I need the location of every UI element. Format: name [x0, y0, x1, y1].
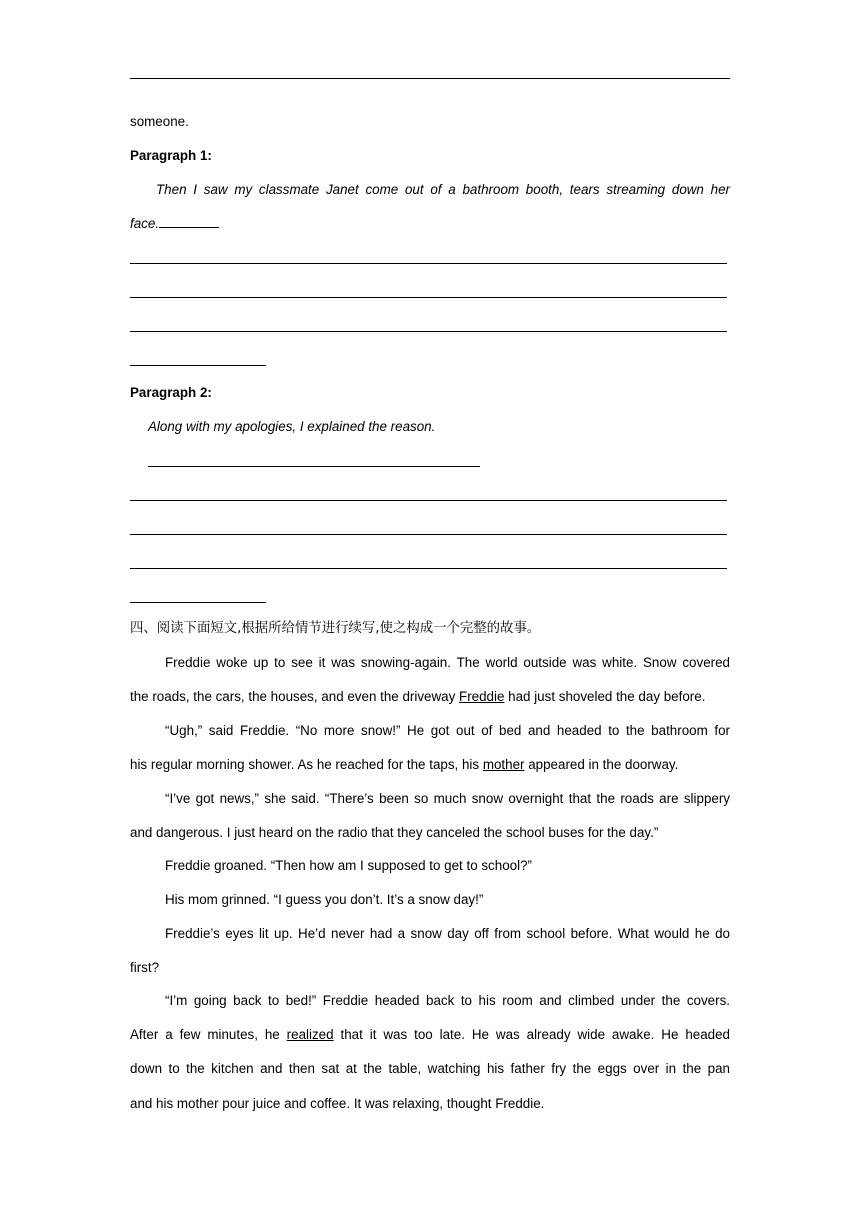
story-line: and his mother pour juice and coffee. It was relaxing, thought Freddie.	[130, 1096, 545, 1111]
story-line: down to the kitchen and then sat at the table, watching his father fry the eggs over in the pan	[130, 1061, 730, 1076]
story-line: His mom grinned. “I guess you don’t. It’s a snow day!”	[165, 892, 484, 907]
paragraph-1-prompt-line-1: Then I saw my classmate Janet come out of a bathroom booth, tears streaming down her	[156, 182, 730, 197]
story-line: Freddie woke up to see it was snowing-again. The world outside was white. Snow covered	[165, 655, 730, 670]
story-text: had just shoveled the day before.	[504, 689, 706, 704]
story-line	[130, 688, 705, 706]
story-text: the roads, the cars, the houses, and even the driveway	[130, 689, 460, 704]
inline-answer-blank	[159, 215, 219, 228]
document-page	[130, 0, 730, 1216]
answer-line	[130, 263, 727, 264]
underlined-word: mother	[482, 757, 525, 772]
story-line: “Ugh,” said Freddie. “No more snow!” He got out of bed and headed to the bathroom for	[165, 723, 730, 738]
paragraph-1-prompt-end: face.	[130, 216, 160, 231]
story-line: and dangerous. I just heard on the radio that they canceled the school buses for the day.”	[130, 825, 659, 840]
story-text: that it was too late. He was already wide awake. He headed	[333, 1027, 731, 1042]
answer-line	[130, 78, 730, 79]
paragraph-2-prompt: Along with my apologies, I explained the reason.	[148, 419, 436, 434]
story-text: his regular morning shower. As he reached for the taps, his	[130, 757, 483, 772]
answer-line	[130, 568, 727, 569]
section-4-instruction: 四、阅读下面短文,根据所给情节进行续写,使之构成一个完整的故事。	[130, 621, 541, 636]
answer-line	[130, 534, 727, 535]
answer-line	[130, 500, 727, 501]
underlined-word: realized	[286, 1027, 334, 1042]
story-line: “I’m going back to bed!” Freddie headed back to his room and climbed under the covers.	[165, 993, 730, 1008]
answer-line	[130, 297, 727, 298]
paragraph-2-heading: Paragraph 2:	[130, 385, 212, 400]
story-text: appeared in the doorway.	[524, 757, 679, 772]
story-line	[130, 1026, 730, 1044]
story-text: After a few minutes, he	[130, 1027, 287, 1042]
story-line: Freddie’s eyes lit up. He’d never had a snow day off from school before. What would he do	[165, 926, 730, 941]
story-line: Freddie groaned. “Then how am I supposed to get to school?”	[165, 858, 532, 873]
story-line	[130, 756, 678, 774]
previous-text-ending: someone.	[130, 114, 189, 129]
underlined-word: Freddie	[459, 689, 505, 704]
answer-line	[130, 331, 727, 332]
answer-line	[130, 602, 266, 603]
story-line: first?	[130, 960, 160, 975]
story-line: “I’ve got news,” she said. “There’s been so much snow overnight that the roads are slippery	[165, 791, 730, 806]
paragraph-1-prompt-line-2	[130, 215, 219, 233]
paragraph-1-heading: Paragraph 1:	[130, 148, 212, 163]
answer-line	[130, 365, 266, 366]
answer-line	[148, 466, 480, 467]
